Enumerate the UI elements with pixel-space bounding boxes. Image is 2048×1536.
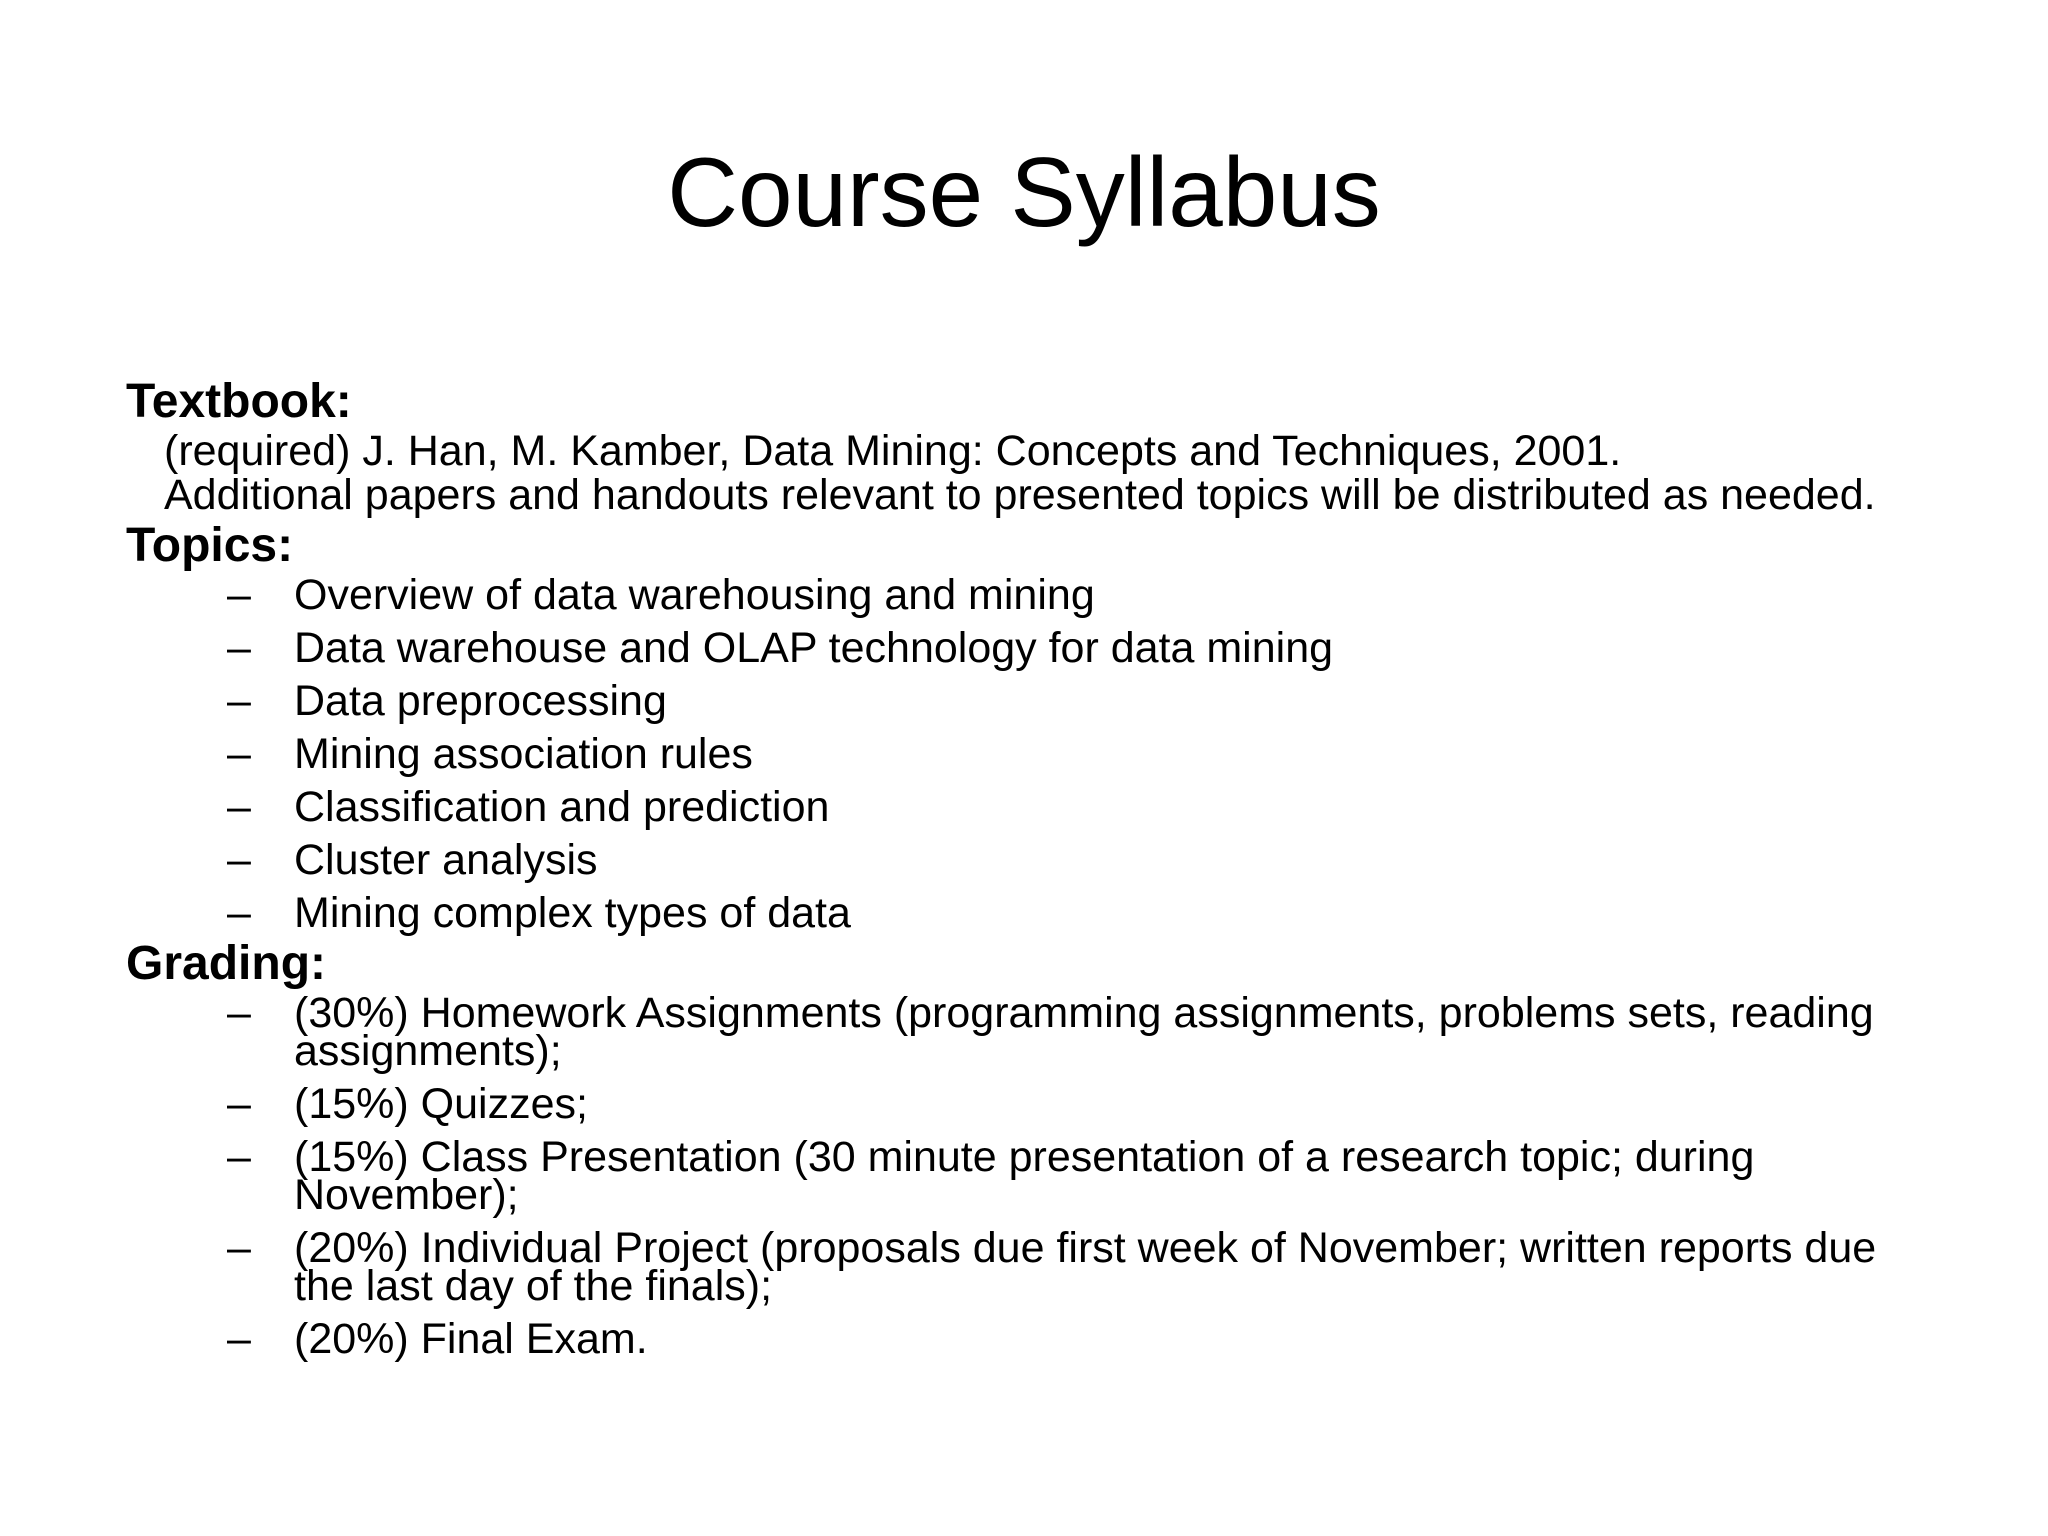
topic-item bbox=[126, 730, 1926, 778]
dash-bullet: – bbox=[227, 571, 251, 619]
topics-heading: Topics: bbox=[126, 519, 294, 572]
textbook-item: (required) J. Han, M. Kamber, Data Mining: Concepts and Techniques, 2001. bbox=[164, 427, 1622, 475]
topic-item bbox=[126, 624, 1926, 672]
dash-bullet: – bbox=[227, 1315, 251, 1363]
dash-bullet: – bbox=[227, 836, 251, 884]
grading-item bbox=[126, 1315, 1926, 1363]
grading-item bbox=[126, 1080, 1926, 1128]
dash-bullet: – bbox=[227, 1080, 251, 1128]
topics-section bbox=[126, 516, 1926, 937]
grading-item bbox=[126, 1224, 1926, 1310]
textbook-heading: Textbook: bbox=[126, 375, 352, 428]
grading-text: (15%) Class Presentation (30 minute presentation of a research topic; during November); bbox=[294, 1133, 1755, 1219]
topic-text: Mining association rules bbox=[294, 730, 753, 778]
slide-body bbox=[126, 372, 1926, 1363]
grading-text: (20%) Final Exam. bbox=[294, 1315, 648, 1363]
textbook-item: Additional papers and handouts relevant to presented topics will be distributed as needed. bbox=[164, 471, 1876, 519]
topic-text: Mining complex types of data bbox=[294, 889, 851, 937]
dash-bullet: – bbox=[227, 1133, 251, 1181]
topic-item bbox=[126, 571, 1926, 619]
grading-list bbox=[126, 989, 1926, 1363]
topic-text: Cluster analysis bbox=[294, 836, 598, 884]
grading-section bbox=[126, 934, 1926, 1363]
topic-text: Data preprocessing bbox=[294, 677, 667, 725]
dash-bullet: – bbox=[227, 624, 251, 672]
dash-bullet: – bbox=[227, 989, 251, 1037]
dash-bullet: – bbox=[227, 783, 251, 831]
topic-item bbox=[126, 783, 1926, 831]
topic-item bbox=[126, 677, 1926, 725]
grading-text: (30%) Homework Assignments (programming assignments, problems sets, reading assignments); bbox=[294, 989, 1874, 1075]
grading-item bbox=[126, 1133, 1926, 1219]
topics-list bbox=[126, 571, 1926, 937]
topic-text: Classification and prediction bbox=[294, 783, 830, 831]
topic-item bbox=[126, 889, 1926, 937]
dash-bullet: – bbox=[227, 1224, 251, 1272]
slide-title: Course Syllabus bbox=[667, 137, 1381, 247]
grading-text: (20%) Individual Project (proposals due first week of November; written reports due the last day of the finals); bbox=[294, 1224, 1877, 1310]
topic-text: Data warehouse and OLAP technology for data mining bbox=[294, 624, 1334, 672]
grading-text: (15%) Quizzes; bbox=[294, 1080, 588, 1128]
grading-heading: Grading: bbox=[126, 937, 326, 990]
dash-bullet: – bbox=[227, 889, 251, 937]
textbook-section bbox=[126, 372, 1926, 519]
topic-text: Overview of data warehousing and mining bbox=[294, 571, 1095, 619]
topic-item bbox=[126, 836, 1926, 884]
dash-bullet: – bbox=[227, 677, 251, 725]
dash-bullet: – bbox=[227, 730, 251, 778]
grading-item bbox=[126, 989, 1926, 1075]
